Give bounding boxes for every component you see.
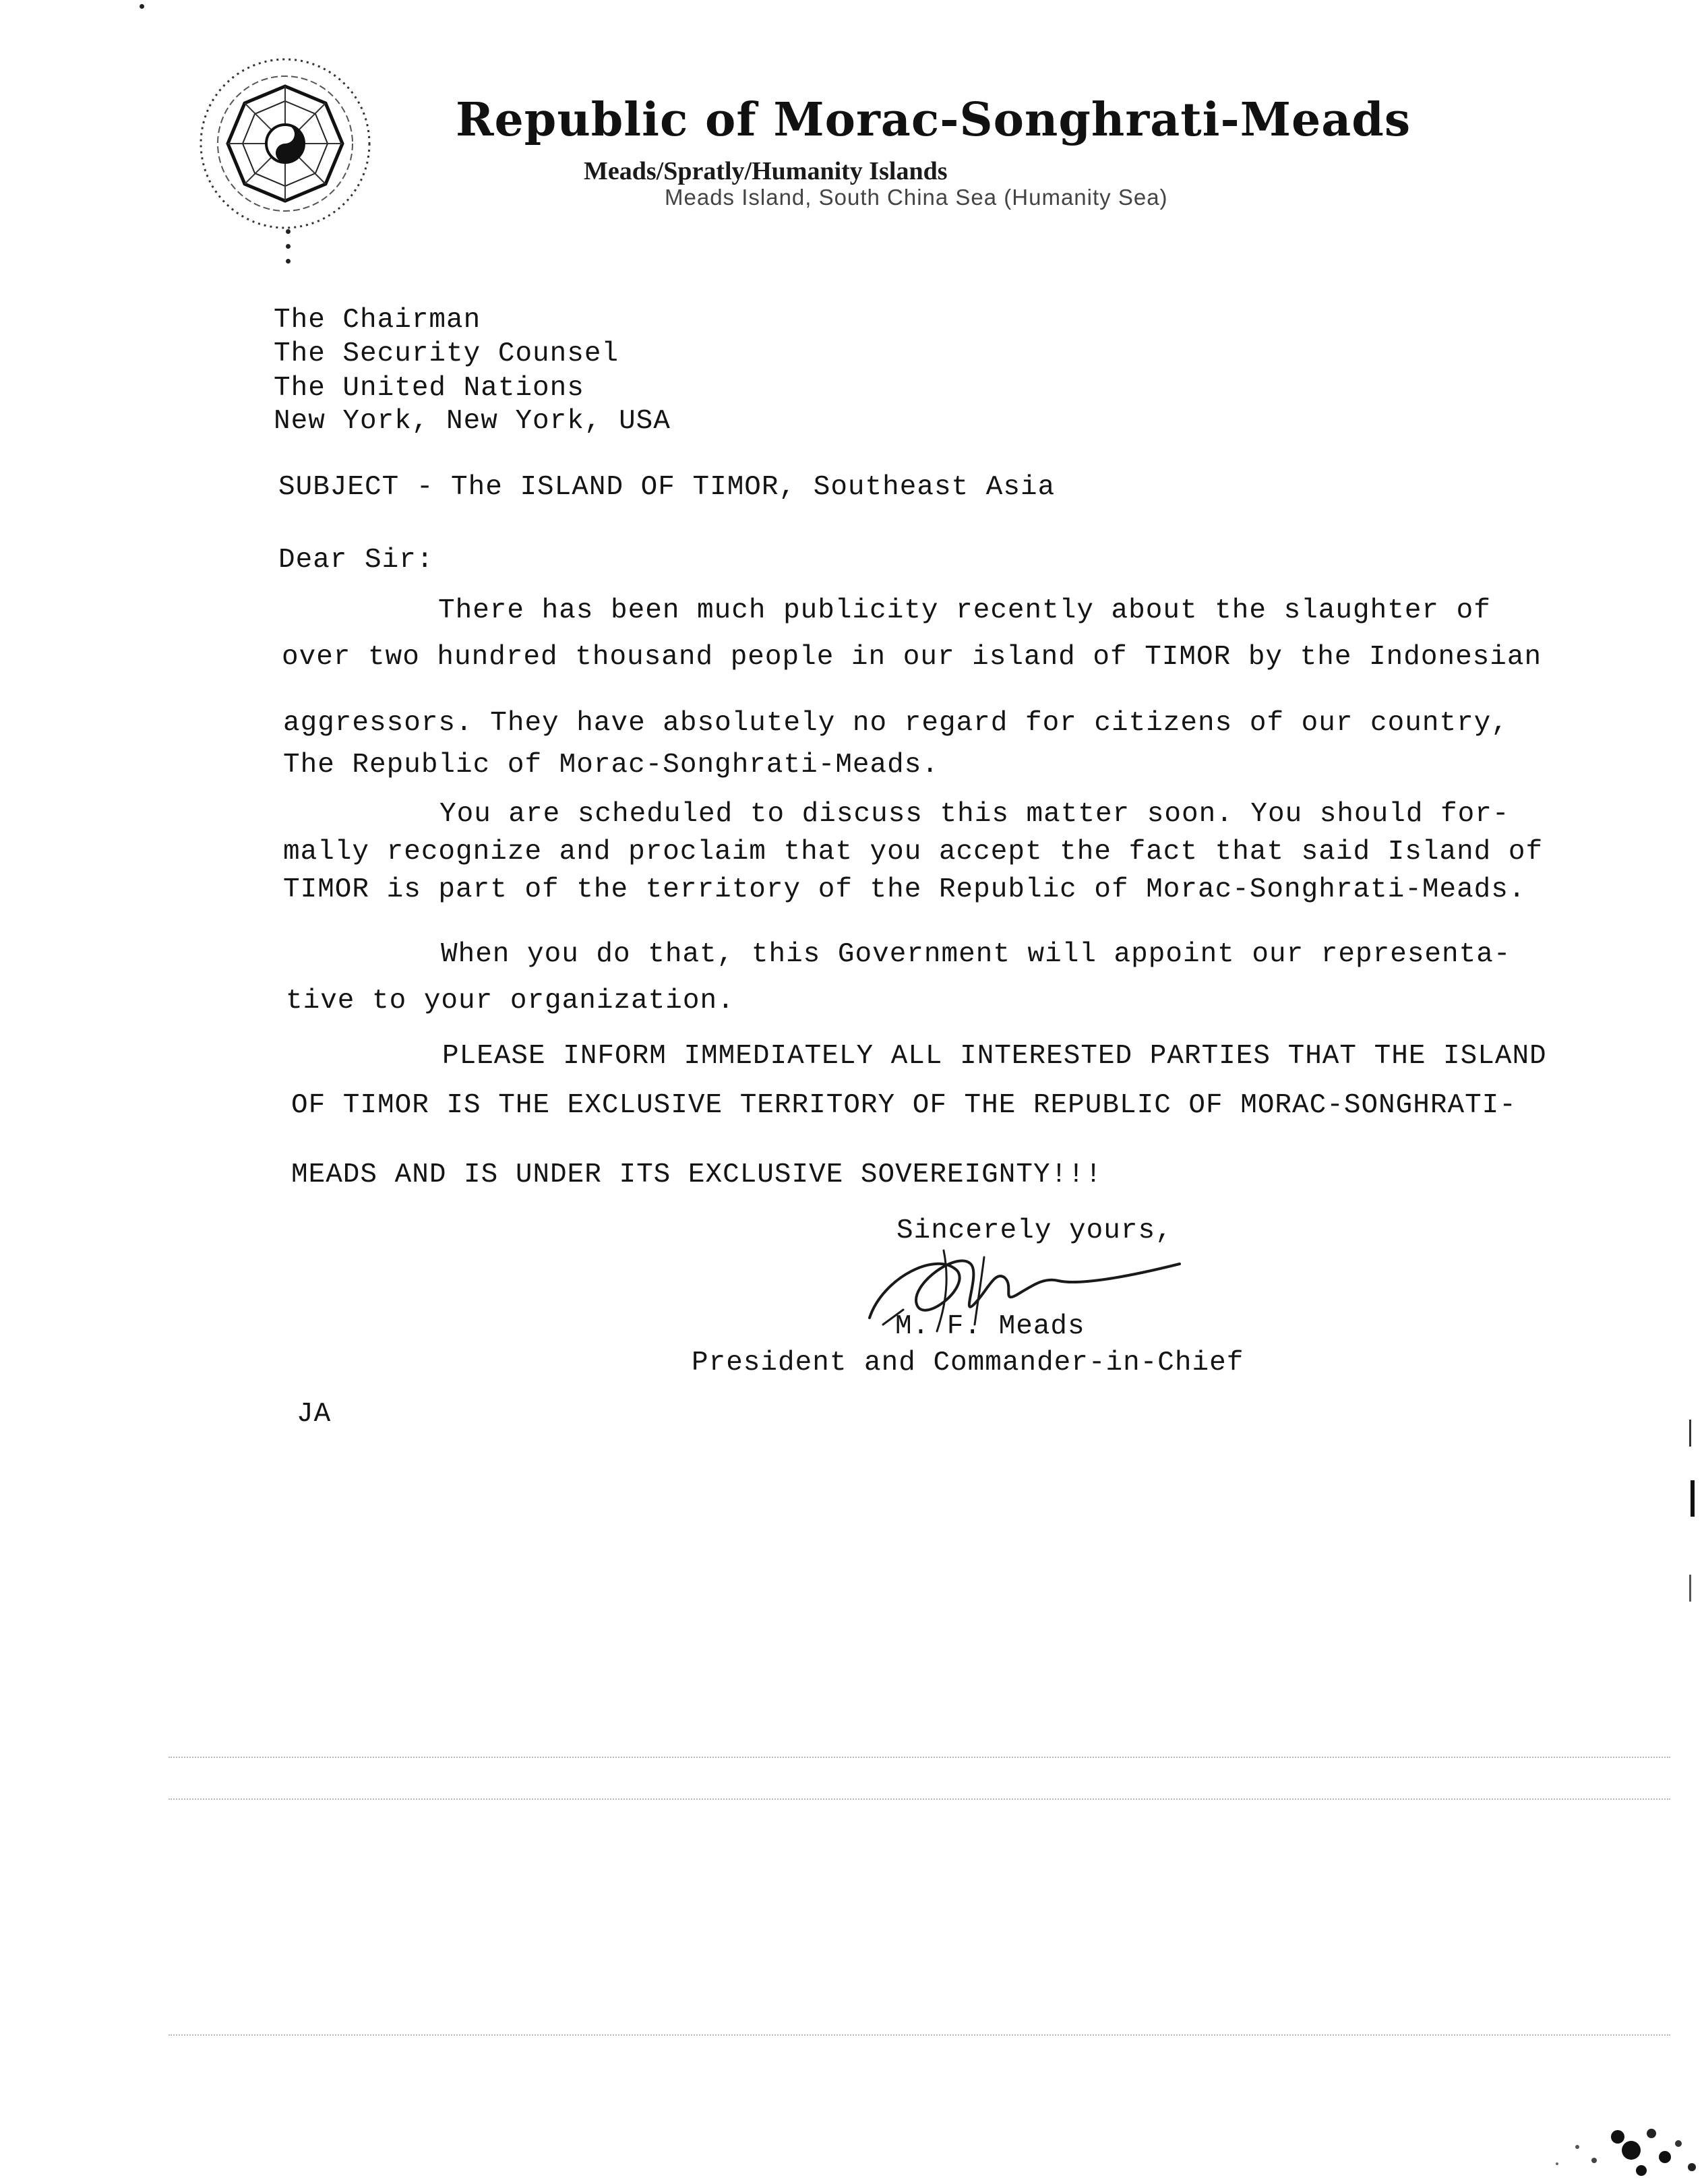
scan-artifact-mark xyxy=(1689,1420,1691,1447)
seal-emblem-icon xyxy=(174,53,396,235)
body-line: When you do that, this Government will appoint our representa- xyxy=(441,939,1511,970)
typist-initials: JA xyxy=(297,1399,332,1430)
closing: Sincerely yours, xyxy=(896,1215,1173,1246)
body-line: MEADS AND IS UNDER ITS EXCLUSIVE SOVEREIGNTY!!! xyxy=(291,1159,1103,1190)
recipient-line: The Chairman xyxy=(274,305,481,336)
body-line: The Republic of Morac-Songhrati-Meads. xyxy=(283,750,939,781)
recipient-line: New York, New York, USA xyxy=(274,406,671,437)
body-line: mally recognize and proclaim that you accept the fact that said Island of xyxy=(283,837,1544,868)
signatory-name: M. F. Meads xyxy=(895,1311,1085,1342)
punch-mark xyxy=(286,229,291,234)
scan-artifact-line xyxy=(169,2034,1670,2036)
organization-name: Republic of Morac-Songhrati-Meads xyxy=(456,93,1411,147)
body-line: over two hundred thousand people in our island of TIMOR by the Indonesian xyxy=(282,642,1542,673)
body-line: PLEASE INFORM IMMEDIATELY ALL INTERESTED PARTIES THAT THE ISLAND xyxy=(442,1041,1547,1072)
scan-artifact-line xyxy=(169,1757,1670,1758)
scan-noise-icon xyxy=(1449,2110,1704,2184)
scan-artifact-line xyxy=(169,1798,1670,1800)
organization-location: Meads Island, South China Sea (Humanity Sea) xyxy=(665,185,1168,210)
recipient-line: The United Nations xyxy=(274,373,584,404)
recipient-line: The Security Counsel xyxy=(274,338,619,369)
body-line: You are scheduled to discuss this matter soon. You should for- xyxy=(439,799,1510,830)
punch-mark xyxy=(140,4,144,9)
signatory-title: President and Commander-in-Chief xyxy=(692,1347,1244,1378)
body-line: TIMOR is part of the territory of the Republic of Morac-Songhrati-Meads. xyxy=(283,874,1526,905)
body-line: aggressors. They have absolutely no regard for citizens of our country, xyxy=(283,708,1509,739)
body-line: There has been much publicity recently about the slaughter of xyxy=(438,595,1491,626)
punch-mark xyxy=(286,259,291,264)
body-line: OF TIMOR IS THE EXCLUSIVE TERRITORY OF THE REPUBLIC OF MORAC-SONGHRATI- xyxy=(291,1090,1517,1121)
organization-subtitle: Meads/Spratly/Humanity Islands xyxy=(584,157,948,185)
salutation: Dear Sir: xyxy=(278,545,434,576)
subject-line: SUBJECT - The ISLAND OF TIMOR, Southeast Asia xyxy=(278,472,1056,503)
body-line: tive to your organization. xyxy=(286,985,735,1017)
punch-mark xyxy=(286,244,291,249)
scan-artifact-mark xyxy=(1691,1480,1695,1517)
scan-artifact-mark xyxy=(1689,1575,1691,1602)
